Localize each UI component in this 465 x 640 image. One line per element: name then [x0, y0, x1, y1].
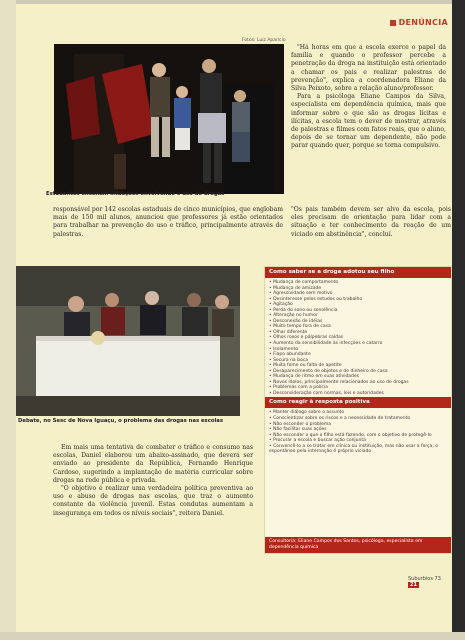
- list-item: • Olhar diferente: [269, 330, 447, 336]
- sidebar-title: Como reagir à resposta positiva: [265, 397, 451, 408]
- section-tag: [390, 18, 448, 27]
- list-item: • Desaparecimento de objetos e de dinheiro de casa: [269, 369, 447, 375]
- list-item: • Desinteresse pelos estudos ou trabalho: [269, 297, 447, 303]
- list-item: • Desconsideração com normas, leis e autoridades: [269, 391, 447, 397]
- list-item: • Problemas com a polícia: [269, 385, 447, 391]
- list-item: • Conscientizar sobre os riscos e a necessidade de tratamento: [269, 416, 447, 422]
- page-bottom-margin: [0, 632, 465, 640]
- list-item: • Mudança de ritmo em suas atividades: [269, 374, 447, 380]
- magazine-name: Suburbios 73: [408, 576, 441, 582]
- list-item: • Alteração no humor: [269, 313, 447, 319]
- list-item: • Desconexão de idéias: [269, 319, 447, 325]
- magazine-page: [16, 4, 452, 634]
- list-item: • Isolamento: [269, 347, 447, 353]
- photo-credit: Fotos: Luiz Aparício: [242, 38, 286, 43]
- students-stage-illustration: [54, 44, 284, 194]
- list-item: • Secura na boca: [269, 358, 447, 364]
- list-item: • Fiapo abundante: [269, 352, 447, 358]
- paragraph: "O objetivo é realizar uma verdadeira política preventiva ao uso e abuso de drogas nas escolas, que traz o aumento constante da violência juvenil. Estas condutas aumentam a insegurança em todos os níveis sociais", reitera Daniel.: [53, 485, 253, 517]
- photo-students-stage: [54, 44, 284, 194]
- list-item: • Não esconder o problema: [269, 422, 447, 428]
- list-item: • Perda do sono ou sonolência: [269, 308, 447, 314]
- article-column-bottom: [53, 444, 253, 518]
- sidebar-title: Como saber se a droga adotou seu filho: [265, 267, 451, 278]
- list-item: • Agitação: [269, 302, 447, 308]
- photo-debate-panel: [16, 266, 240, 416]
- list-item: • Muita fome ou falta de apetite: [269, 363, 447, 369]
- article-conclusion: "Os pais também devem ser alvo da escola, pois eles precisam de orientação para lidar com a situação e ter conhecimento da reação de um viciado em abstinência", concluí.: [291, 206, 451, 238]
- list-item: • Procurar a escola e buscar ação conjunta: [269, 438, 447, 444]
- list-item: • Convencê-lo a se tratar em clínica ou instituição, mas não usar a força; o espontâneo pela internação é próprio viciado: [269, 444, 447, 455]
- list-item: • Manter diálogo sobre o assunto: [269, 410, 447, 416]
- paragraph: Para a psicóloga Eliane Campos da Silva, especialista em dependência química, mais que informar sobre o que são as drogas lícitas e ilícitas, a escola tem o dever de mostrar, através de palestras e filmes com fatos reais, que o aluno, depois de se tornar um dependente, não pode parar quando quer, porque se torna compulsivo.: [291, 93, 446, 150]
- photo-caption: Estudantes encenam situações envolvendo o uso de drogas: [46, 191, 225, 197]
- signs-list: [265, 278, 451, 397]
- page-footer: [408, 576, 452, 588]
- section-label: DENÚNCIA: [398, 18, 448, 27]
- list-item: • Muito tempo fora de casa: [269, 324, 447, 330]
- list-item: • Olhos roxos e pálpebras caídas: [269, 335, 447, 341]
- debate-panel-illustration: [16, 266, 240, 416]
- page-left-margin: [0, 0, 16, 640]
- article-paragraph: responsável por 142 escolas estaduais de cinco municípios, que englobam mais de 150 mil alunos, anunciou que professores já estão orientados para trabalhar na prevenção do uso e tráfico, principalmente através de palestras.: [53, 206, 283, 238]
- list-item: • Não facilitar suas ações: [269, 427, 447, 433]
- actions-list: [265, 408, 451, 455]
- photo-caption: Debate, no Sesc de Nova Iguaçu, o problema das drogas nas escolas: [18, 418, 224, 424]
- page-number: 21: [410, 582, 417, 588]
- list-item: • Mudança de comportamento: [269, 280, 447, 286]
- paragraph: Em mais uma tentativa de combater o tráfico e consumo nas escolas, Daniel elaborou um abaixo-assinado, que deverá ser enviado ao presidente da República, Fernando Henrique Cardoso, sugerindo a implantação de matéria curricular sobre drogas na rede pública e privada.: [53, 444, 253, 484]
- consultant-credit: Consultoria: Eliane Campos dos Santos, psicóloga, especialista em dependência química: [265, 537, 451, 553]
- sidebar-box: [264, 266, 452, 554]
- list-item: • Não esconder o que o filho está fazendo, com o objetivo de protegê-lo: [269, 433, 447, 439]
- list-item: • Agressividade sem motivo: [269, 291, 447, 297]
- section-square-icon: [390, 20, 396, 26]
- list-item: • Novos ídolos, principalmente relacionados ao uso de drogas: [269, 380, 447, 386]
- page-right-margin: [452, 0, 465, 640]
- list-item: • Mudança de amizade: [269, 286, 447, 292]
- paragraph: "Há horas em que a escola exerce o papel da família e quando o professor percebe a penetração da droga na instituição está orientado a chamar os pais e realizar palestras de prevenção", explica a coordenadora Eliane da Silva Peixoto, sobre a relação aluno/professor.: [291, 44, 446, 93]
- list-item: • Aumento da sensibilidade às infecções e catarro: [269, 341, 447, 347]
- article-column-right: [291, 44, 446, 151]
